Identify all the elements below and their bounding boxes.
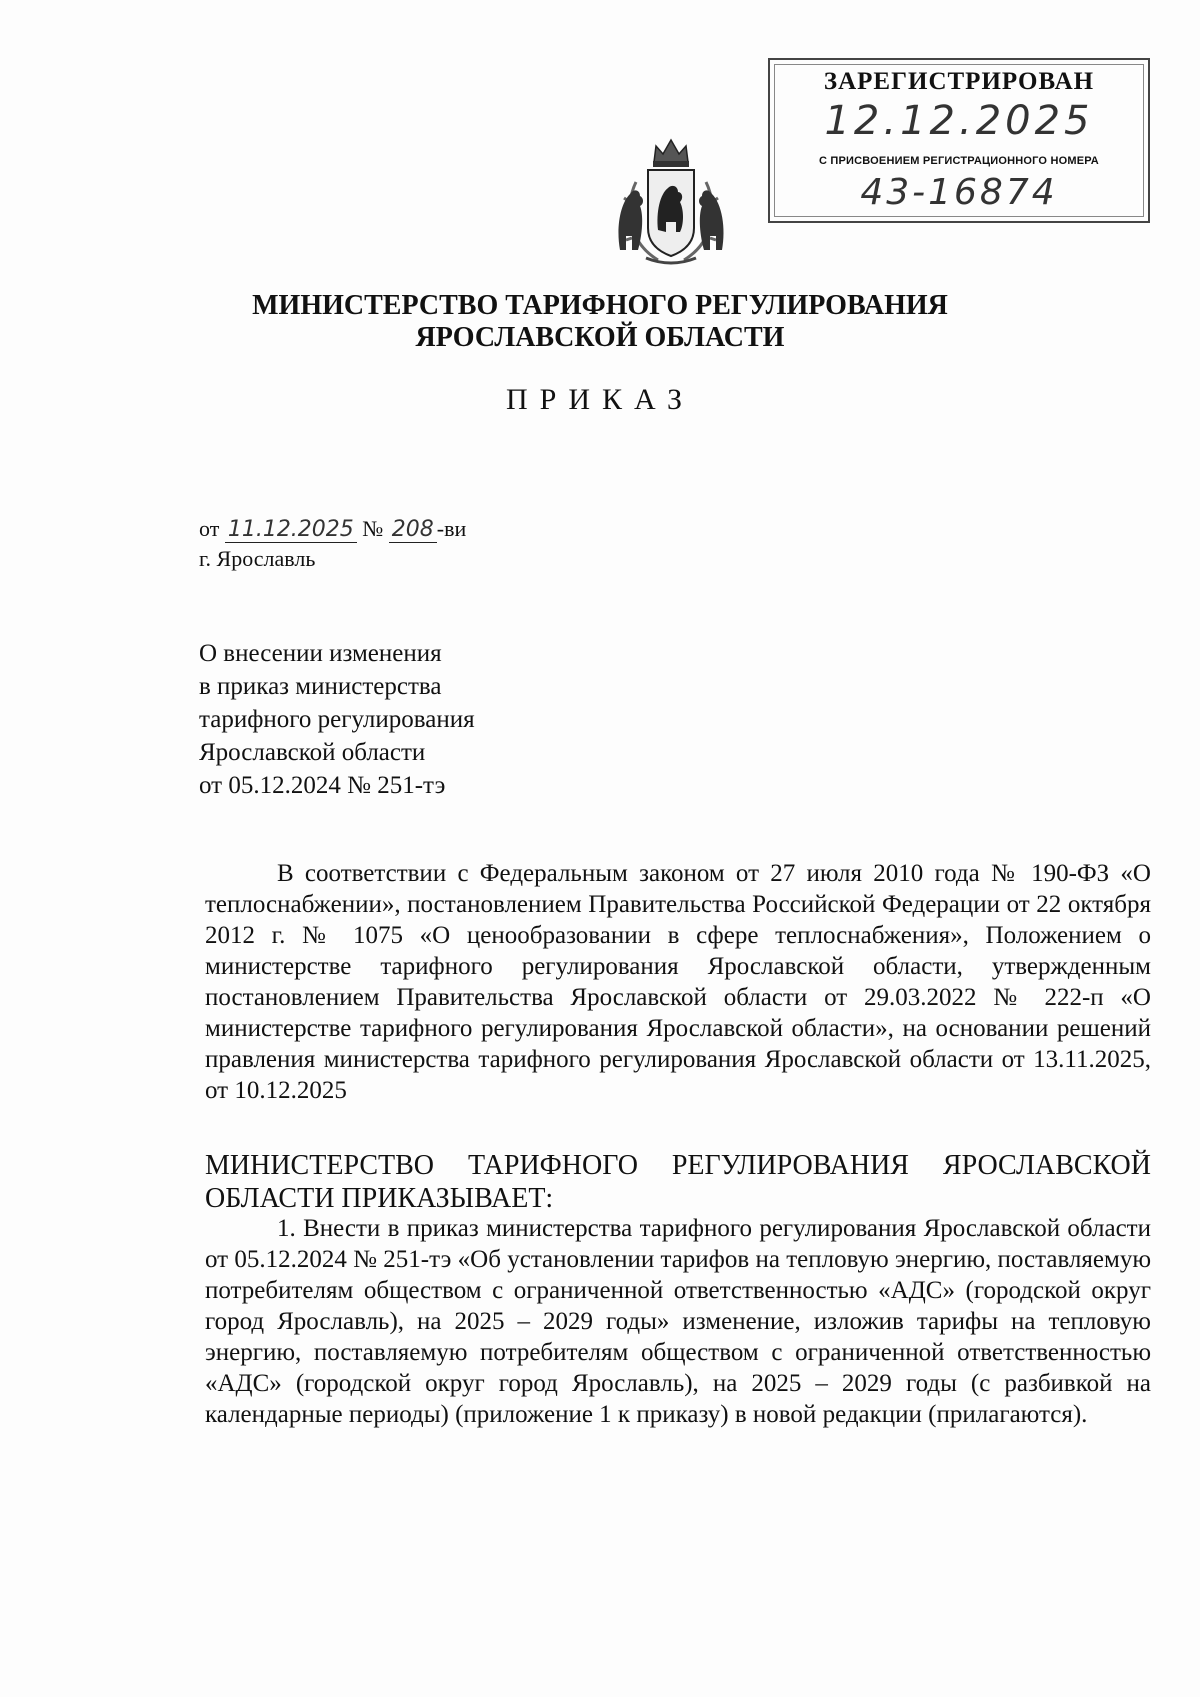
stamp-date: 12.12.2025 (824, 98, 1094, 144)
ministry-name-line1: МИНИСТЕРСТВО ТАРИФНОГО РЕГУЛИРОВАНИЯ (252, 290, 948, 321)
item-1-paragraph: 1. Внести в приказ министерства тарифного регулирования Ярославской области от 05.12.2024 № 251-тэ «Об установлении тарифов на тепловую энергию, поставляемую потребителям обществом с ограниченной ответственностью «АДС» (городской округ город Ярославль), на 2025 – 2029 годы» изменение, изложив тарифы на тепловую энергию, поставляемую потребителям обществом с ограниченной ответственностью «АДС» (городской округ город Ярославль), на 2025 – 2029 годы (с разбивкой на календарные периоды) (приложение 1 к приказу) в новой редакции (прилагаются). (205, 1215, 1151, 1428)
order-number-suffix: -ви (436, 516, 467, 541)
stamp-title: ЗАРЕГИСТРИРОВАН (823, 68, 1095, 95)
subject-line: в приказ министерства (199, 673, 442, 700)
preamble-paragraph: В соответствии с Федеральным законом от 27 июля 2010 года № 190-ФЗ «О теплоснабжении», постановлением Правительства Российской Федерации от 22 октября 2012 г. № 1075 «О ценообразовании в сфере теплоснабжения», Положением о министерстве тарифного регулирования Ярославской области, утвержденным постановлением Правительства Ярославской области от 29.03.2022 № 222-п «О министерстве тарифного регулирования Ярославской области», на основании решений правления министерства тарифного регулирования Ярославской области от 13.11.2025, от 10.12.2025 (205, 860, 1151, 1104)
subject-line: тарифного регулирования (199, 706, 475, 733)
ministry-name-line2: ЯРОСЛАВСКОЙ ОБЛАСТИ (415, 322, 785, 353)
subject-line: О внесении изменения (199, 640, 442, 667)
from-label: от (199, 516, 220, 541)
order-number: 208 (389, 517, 437, 543)
registration-stamp (768, 58, 1150, 223)
order-date: 11.12.2025 (225, 517, 357, 543)
subject-line: Ярославской области (199, 739, 426, 766)
document-type: ПРИКАЗ (506, 383, 694, 416)
subject-line: от 05.12.2024 № 251-тэ (199, 772, 446, 799)
number-label: № (362, 516, 384, 541)
coat-of-arms-icon (606, 132, 736, 272)
city: г. Ярославль (199, 546, 316, 571)
stamp-note: С ПРИСВОЕНИЕМ РЕГИСТРАЦИОННОГО НОМЕРА (819, 155, 1099, 167)
order-date-line (199, 516, 466, 542)
order-subject (199, 637, 475, 802)
order-phrase: МИНИСТЕРСТВО ТАРИФНОГО РЕГУЛИРОВАНИЯ ЯРОСЛАВСКОЙ ОБЛАСТИ ПРИКАЗЫВАЕТ: (205, 1150, 1151, 1214)
stamp-registration-number: 43-16874 (860, 172, 1058, 213)
